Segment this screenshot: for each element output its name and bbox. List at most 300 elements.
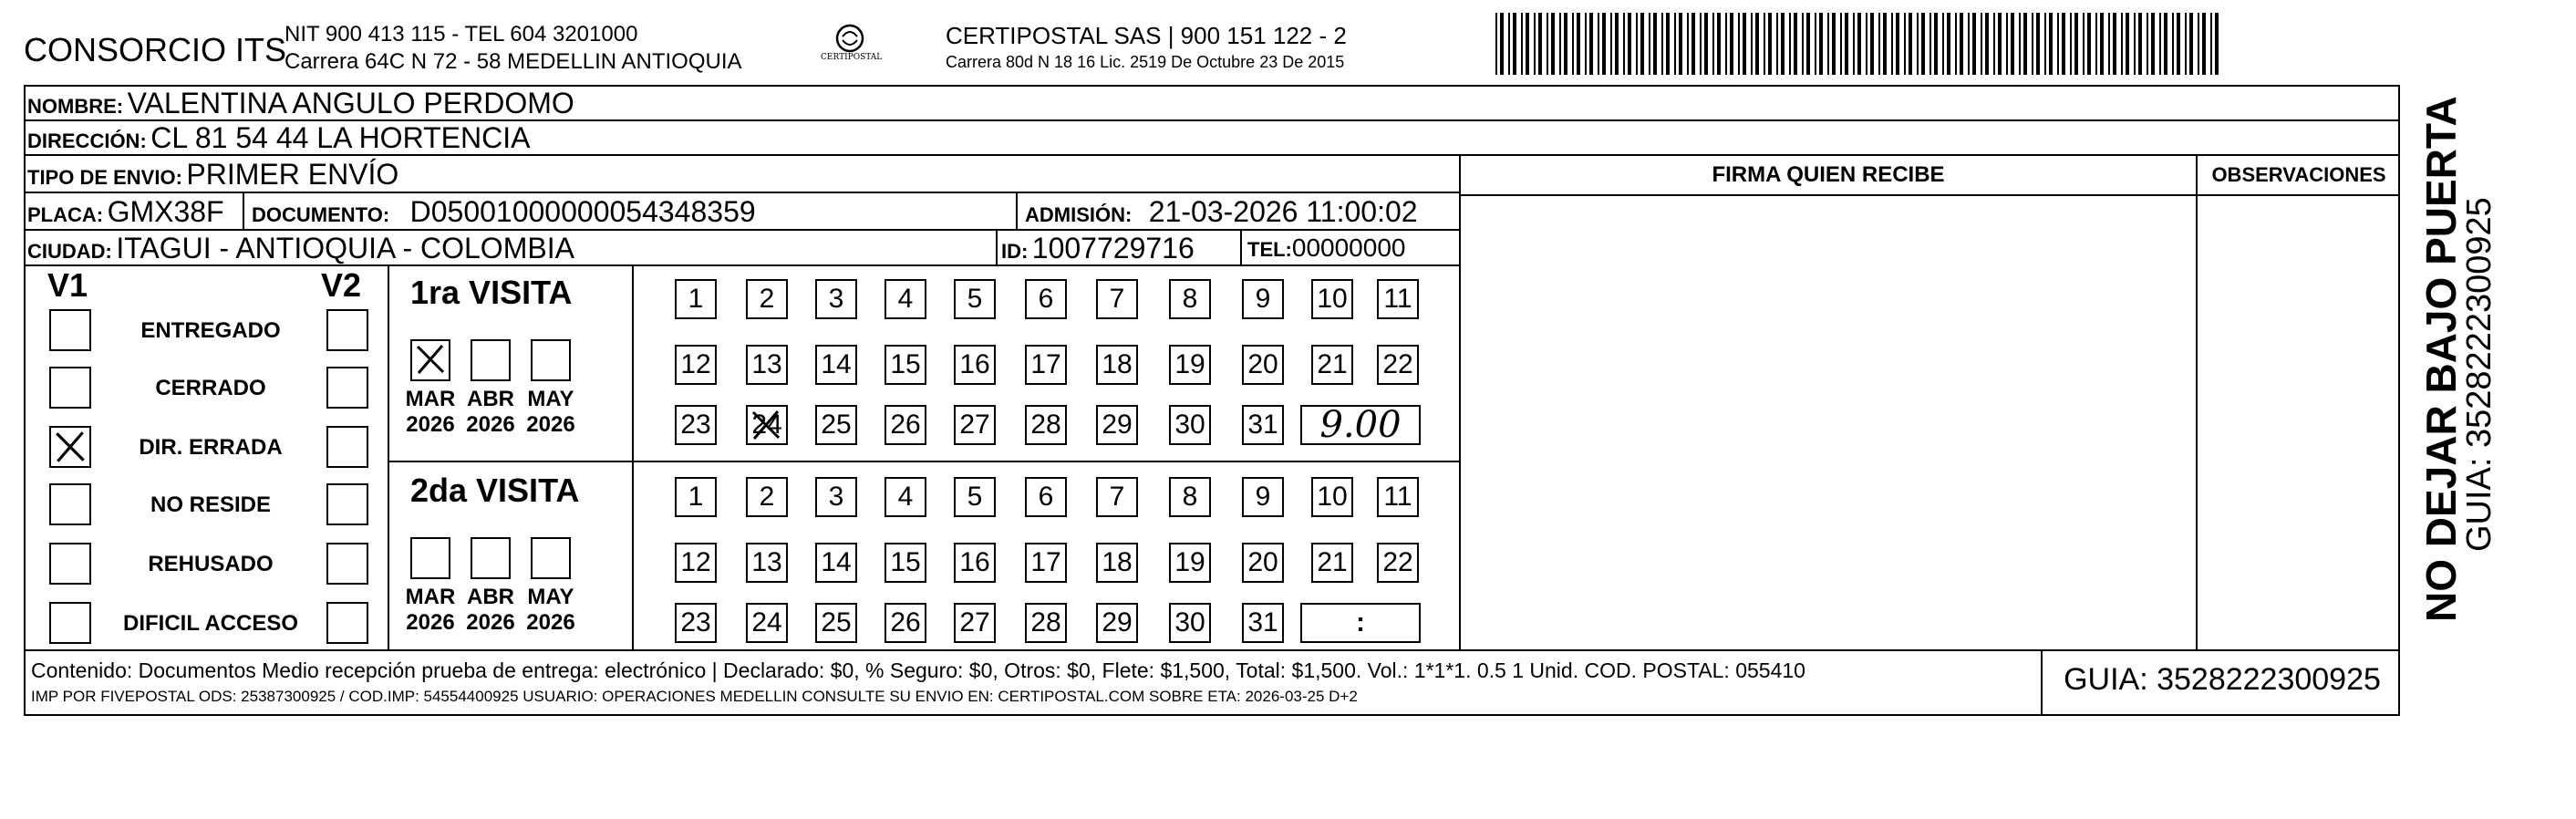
barcode-bar	[1968, 13, 1970, 75]
day-number: 17	[1030, 349, 1061, 379]
barcode-bar	[2074, 13, 2078, 75]
day-box[interactable]	[675, 477, 717, 517]
placa-value: GMX38F	[107, 195, 224, 228]
barcode-bar	[1883, 13, 1887, 75]
day-box[interactable]	[1377, 477, 1419, 517]
day-box[interactable]	[954, 279, 996, 319]
ciudad-value: ITAGUI - ANTIOQUIA - COLOMBIA	[116, 232, 574, 264]
status-v2-checkbox[interactable]	[326, 426, 368, 468]
firma-header: FIRMA QUIEN RECIBE	[1712, 162, 1945, 187]
status-v2-checkbox[interactable]	[326, 602, 368, 644]
month-year: 2026	[406, 610, 455, 635]
day-box[interactable]	[885, 603, 926, 643]
day-box[interactable]	[954, 603, 996, 643]
barcode-bar	[2057, 13, 2059, 75]
month-name: ABR	[467, 585, 514, 609]
status-v2-checkbox[interactable]	[326, 309, 368, 351]
day-box[interactable]	[885, 477, 926, 517]
status-v1-checkbox[interactable]	[49, 309, 91, 351]
company-address: Carrera 64C N 72 - 58 MEDELLIN ANTIOQUIA	[284, 49, 742, 74]
month-checkbox[interactable]	[531, 537, 571, 579]
barcode-bar	[1653, 13, 1657, 75]
day-number: 29	[1102, 410, 1133, 440]
day-box[interactable]	[1169, 477, 1211, 517]
barcode-bar	[1572, 13, 1574, 75]
status-v2-checkbox[interactable]	[326, 543, 368, 585]
day-box[interactable]	[746, 345, 788, 385]
status-v1-checkbox[interactable]	[49, 483, 91, 525]
barcode-bar	[1891, 13, 1893, 75]
barcode-bar	[2151, 13, 2155, 75]
documento-cell	[252, 194, 756, 235]
day-number: 24	[751, 607, 782, 638]
barcode-bar	[2032, 13, 2033, 75]
barcode-bar	[1947, 13, 1950, 75]
day-box[interactable]	[1311, 543, 1353, 583]
barcode-bar	[2049, 13, 2053, 75]
direccion-row	[27, 121, 530, 161]
barcode-bar	[1712, 13, 1714, 75]
day-box[interactable]	[1242, 279, 1284, 319]
logo-text: CERTIPOSTAL	[821, 53, 883, 62]
barcode-bar	[1942, 13, 1944, 75]
visit-time-box[interactable]	[1300, 405, 1421, 445]
certipostal-logo	[821, 20, 883, 71]
barcode-bar	[2036, 13, 2040, 75]
day-number: 2	[759, 284, 775, 314]
id-cell	[1001, 231, 1195, 272]
status-v1-checkbox[interactable]	[49, 602, 91, 644]
barcode-bar	[1921, 13, 1925, 75]
barcode-bar	[1602, 13, 1606, 75]
day-box[interactable]	[1096, 603, 1138, 643]
barcode-bar	[1815, 13, 1816, 75]
day-number: 4	[897, 284, 914, 314]
day-number: 1	[688, 284, 704, 314]
barcode-bar	[2202, 13, 2206, 75]
barcode-bar	[2113, 13, 2116, 75]
month-year: 2026	[526, 610, 575, 635]
day-box[interactable]	[1242, 405, 1284, 445]
day-box[interactable]	[1242, 477, 1284, 517]
month-year: 2026	[466, 610, 515, 635]
month-name: ABR	[467, 387, 514, 411]
day-number: 4	[897, 482, 914, 512]
day-box[interactable]	[1025, 477, 1067, 517]
day-number: 10	[1317, 482, 1348, 512]
day-number: 13	[751, 349, 782, 379]
month-name: MAR	[405, 387, 456, 411]
barcode-bar	[1985, 13, 1989, 75]
barcode-bar	[1981, 13, 1982, 75]
barcode-bar	[1802, 13, 1804, 75]
day-box[interactable]	[1025, 345, 1067, 385]
barcode-bar	[1674, 13, 1676, 75]
day-box[interactable]	[1242, 543, 1284, 583]
day-box[interactable]	[746, 603, 788, 643]
barcode-bar	[1704, 13, 1708, 75]
day-box[interactable]	[1242, 345, 1284, 385]
day-number: 19	[1174, 547, 1205, 577]
day-number: 30	[1174, 410, 1205, 440]
barcode-bar	[1909, 13, 1912, 75]
day-number: 28	[1030, 607, 1061, 638]
barcode-bar	[1585, 13, 1587, 75]
status-v1-checkbox[interactable]	[49, 426, 91, 468]
day-box[interactable]	[954, 543, 996, 583]
barcode-bar	[2108, 13, 2110, 75]
barcode-bar	[1661, 13, 1663, 75]
day-number: 1	[688, 482, 704, 512]
day-number: 23	[680, 410, 711, 440]
barcode-bar	[1866, 13, 1867, 75]
day-box[interactable]	[1096, 345, 1138, 385]
admision-cell	[1025, 194, 1418, 235]
day-box[interactable]	[1025, 279, 1067, 319]
day-box[interactable]	[746, 477, 788, 517]
day-box[interactable]	[1377, 345, 1419, 385]
barcode-bar	[2164, 13, 2167, 75]
day-box[interactable]	[1169, 279, 1211, 319]
nombre-label: NOMBRE:	[27, 95, 124, 118]
barcode-bar	[1636, 13, 1638, 75]
imp-text: IMP POR FIVEPOSTAL ODS: 25387300925 / COD.IMP: 54554400925 USUARIO: OPERACIONES MEDELLIN CONSULTE SU ENVIO EN: CERTIPOSTAL.COM SOBRE ETA: 2026-03-25 D+2	[31, 688, 1358, 705]
side-guia: GUIA: 3528222300925	[2460, 197, 2498, 552]
month-checkbox[interactable]	[410, 537, 450, 579]
day-box[interactable]	[815, 279, 857, 319]
status-v2-checkbox[interactable]	[326, 483, 368, 525]
barcode-bar	[2070, 13, 2072, 75]
day-number: 19	[1174, 349, 1205, 379]
visit-title: 1ra VISITA	[410, 274, 573, 311]
day-box[interactable]	[885, 543, 926, 583]
day-box[interactable]	[1169, 543, 1211, 583]
month-year: 2026	[466, 412, 515, 437]
barcode-bar	[1538, 13, 1542, 75]
barcode-bar	[1640, 13, 1644, 75]
day-box[interactable]	[954, 477, 996, 517]
barcode-bar	[1508, 13, 1510, 75]
day-box[interactable]	[746, 543, 788, 583]
barcode-bar	[1764, 13, 1765, 75]
status-v1-checkbox[interactable]	[49, 543, 91, 585]
barcode-bar	[1832, 13, 1836, 75]
day-number: 6	[1038, 284, 1054, 314]
barcode-bar	[2062, 13, 2065, 75]
day-number: 18	[1102, 547, 1133, 577]
barcode-bar	[1993, 13, 1995, 75]
day-number: 20	[1247, 349, 1278, 379]
day-number: 8	[1182, 284, 1198, 314]
day-number: 5	[967, 284, 983, 314]
day-box[interactable]	[675, 279, 717, 319]
barcode-bar	[1781, 13, 1785, 75]
barcode-bar	[1853, 13, 1855, 75]
barcode-bar	[2172, 13, 2174, 75]
day-box[interactable]	[675, 543, 717, 583]
id-value: 1007729716	[1031, 232, 1195, 264]
month-checkbox[interactable]	[531, 339, 571, 381]
barcode-bar	[2198, 13, 2199, 75]
day-box[interactable]	[815, 543, 857, 583]
barcode-bar	[2189, 13, 2193, 75]
day-number: 3	[828, 482, 844, 512]
month-year: 2026	[406, 412, 455, 437]
day-number: 17	[1030, 547, 1061, 577]
status-v2-checkbox[interactable]	[326, 367, 368, 409]
day-number: 12	[680, 349, 711, 379]
barcode-bar	[2087, 13, 2091, 75]
barcode-bar	[1827, 13, 1829, 75]
month-name: MAY	[527, 387, 574, 411]
barcode-icon	[1495, 13, 2225, 75]
day-number: 15	[890, 349, 921, 379]
tel-label: TEL:	[1247, 238, 1292, 261]
barcode-bar	[1547, 13, 1548, 75]
barcode-bar	[1691, 13, 1695, 75]
barcode-bar	[1598, 13, 1599, 75]
day-box[interactable]	[885, 345, 926, 385]
barcode-bar	[1730, 13, 1733, 75]
day-box[interactable]	[1311, 477, 1353, 517]
barcode-bar	[1806, 13, 1810, 75]
barcode-bar	[2006, 13, 2008, 75]
month-name: MAR	[405, 585, 456, 609]
day-box[interactable]	[1025, 405, 1067, 445]
barcode-bar	[1917, 13, 1919, 75]
barcode-bar	[1794, 13, 1797, 75]
admision-value: 21-03-2026 11:00:02	[1148, 195, 1418, 228]
placa-cell	[27, 194, 224, 235]
barcode-bar	[1687, 13, 1689, 75]
day-number: 20	[1247, 547, 1278, 577]
tipo-value: PRIMER ENVÍO	[186, 158, 399, 191]
barcode-bar	[1751, 13, 1753, 75]
barcode-bar	[1738, 13, 1740, 75]
v2-label: V2	[321, 266, 362, 304]
day-box[interactable]	[1169, 603, 1211, 643]
day-box[interactable]	[746, 279, 788, 319]
barcode-bar	[2011, 13, 2014, 75]
admision-label: ADMISIÓN:	[1025, 203, 1133, 226]
barcode-bar	[1534, 13, 1536, 75]
barcode-bar	[1896, 13, 1899, 75]
day-number: 21	[1317, 547, 1348, 577]
day-box[interactable]	[1025, 603, 1067, 643]
day-box[interactable]	[1169, 345, 1211, 385]
barcode-bar	[2023, 13, 2027, 75]
day-box[interactable]	[1169, 405, 1211, 445]
barcode-bar	[1840, 13, 1842, 75]
day-number: 27	[959, 607, 990, 638]
x-mark-icon	[51, 428, 89, 466]
day-box[interactable]	[885, 279, 926, 319]
month-label	[463, 387, 518, 438]
barcode-bar	[1551, 13, 1555, 75]
status-label: NO RESIDE	[150, 492, 272, 517]
status-v1-checkbox[interactable]	[49, 367, 91, 409]
day-box[interactable]	[954, 345, 996, 385]
ciudad-cell	[27, 231, 574, 272]
tel-cell	[1247, 231, 1405, 270]
company-nit: NIT 900 413 115 - TEL 604 3201000	[284, 22, 638, 47]
barcode-bar	[1955, 13, 1957, 75]
day-box[interactable]	[675, 345, 717, 385]
day-box[interactable]	[885, 405, 926, 445]
barcode-bar	[2083, 13, 2085, 75]
month-checkbox[interactable]	[471, 339, 511, 381]
day-number: 5	[967, 482, 983, 512]
barcode-bar	[1589, 13, 1593, 75]
nombre-row	[27, 87, 574, 126]
day-box[interactable]	[815, 603, 857, 643]
barcode-bar	[1904, 13, 1906, 75]
day-box[interactable]	[675, 405, 717, 445]
nombre-value: VALENTINA ANGULO PERDOMO	[127, 87, 574, 119]
day-number: 30	[1174, 607, 1205, 638]
day-box[interactable]	[1025, 543, 1067, 583]
barcode-bar	[1789, 13, 1791, 75]
day-number: 24	[751, 410, 782, 440]
barcode-bar	[1725, 13, 1727, 75]
day-number: 21	[1317, 349, 1348, 379]
barcode-bar	[2044, 13, 2046, 75]
barcode-bar	[1857, 13, 1861, 75]
courier-license: Carrera 80d N 18 16 Lic. 2519 De Octubre 23 De 2015	[946, 53, 1345, 71]
day-number: 15	[890, 547, 921, 577]
barcode-bar	[1623, 13, 1625, 75]
barcode-bar	[2121, 13, 2123, 75]
day-number: 9	[1255, 482, 1271, 512]
day-number: 27	[959, 410, 990, 440]
barcode-bar	[1615, 13, 1619, 75]
month-year: 2026	[526, 412, 575, 437]
day-box[interactable]	[1311, 279, 1353, 319]
day-number: 10	[1317, 284, 1348, 314]
day-number: 13	[751, 547, 782, 577]
direccion-label: DIRECCIÓN:	[27, 130, 147, 152]
day-number: 7	[1109, 284, 1125, 314]
visit-title: 2da VISITA	[410, 472, 580, 509]
day-number: 3	[828, 284, 844, 314]
day-number: 12	[680, 547, 711, 577]
day-box[interactable]	[815, 405, 857, 445]
day-box[interactable]	[675, 603, 717, 643]
day-box[interactable]	[815, 477, 857, 517]
barcode-bar	[1743, 13, 1746, 75]
contenido-text: Contenido: Documentos Medio recepción prueba de entrega: electrónico | Declarado: $0, % Seguro: $0, Otros: $0, Flete: $1,500, Total: $1,500. Vol.: 1*1*1. 0.5 1 Unid. COD. POSTAL: 055410	[31, 658, 1805, 682]
day-number: 22	[1382, 547, 1413, 577]
day-number: 22	[1382, 349, 1413, 379]
id-label: ID:	[1001, 240, 1029, 263]
status-label: DIFICIL ACCESO	[122, 611, 298, 636]
day-number: 23	[680, 607, 711, 638]
observaciones-header: OBSERVACIONES	[2211, 163, 2386, 186]
day-number: 28	[1030, 410, 1061, 440]
documento-value: D05001000000054348359	[409, 195, 756, 228]
visit-time: :	[1356, 607, 1365, 638]
day-number: 25	[821, 607, 852, 638]
courier-name: CERTIPOSTAL SAS | 900 151 122 - 2	[946, 22, 1347, 49]
barcode-bar	[1717, 13, 1721, 75]
day-box[interactable]	[815, 345, 857, 385]
day-box[interactable]	[1096, 543, 1138, 583]
x-mark-icon	[412, 341, 449, 378]
barcode-bar	[2138, 13, 2142, 75]
barcode-bar	[2159, 13, 2161, 75]
day-number: 9	[1255, 284, 1271, 314]
barcode	[1495, 13, 2225, 75]
day-number: 11	[1383, 284, 1412, 314]
ciudad-label: CIUDAD:	[27, 240, 112, 263]
v1-label: V1	[47, 266, 88, 304]
day-box[interactable]	[746, 405, 788, 445]
barcode-bar	[1513, 13, 1516, 75]
certipostal-logo-icon	[821, 20, 883, 71]
barcode-bar	[2019, 13, 2021, 75]
day-box[interactable]	[1311, 345, 1353, 385]
month-checkbox[interactable]	[410, 339, 450, 381]
barcode-bar	[1649, 13, 1650, 75]
tipo-row	[27, 157, 398, 198]
month-label	[403, 387, 458, 438]
direccion-value: CL 81 54 44 LA HORTENCIA	[150, 121, 531, 154]
status-label: ENTREGADO	[140, 318, 281, 343]
company-name: CONSORCIO ITS	[24, 31, 287, 68]
day-number: 26	[890, 410, 921, 440]
barcode-bar	[2134, 13, 2136, 75]
day-number: 14	[821, 547, 852, 577]
placa-label: PLACA:	[27, 203, 104, 226]
visit-time: 9.00	[1319, 404, 1402, 446]
barcode-bar	[1934, 13, 1938, 75]
barcode-bar	[1870, 13, 1874, 75]
month-name: MAY	[527, 585, 574, 609]
day-box[interactable]	[1242, 603, 1284, 643]
barcode-bar	[1495, 13, 1497, 75]
barcode-bar	[1577, 13, 1580, 75]
day-number: 7	[1109, 482, 1125, 512]
day-box[interactable]	[1096, 405, 1138, 445]
barcode-bar	[1628, 13, 1631, 75]
status-label: CERRADO	[155, 376, 266, 400]
day-box[interactable]	[954, 405, 996, 445]
barcode-bar	[1768, 13, 1772, 75]
barcode-bar	[1679, 13, 1682, 75]
day-box[interactable]	[1096, 477, 1138, 517]
month-label	[523, 387, 578, 438]
barcode-bar	[2185, 13, 2187, 75]
day-number: 8	[1182, 482, 1198, 512]
month-label	[403, 585, 458, 636]
barcode-bar	[2100, 13, 2104, 75]
tel-value: 00000000	[1291, 233, 1406, 262]
month-checkbox[interactable]	[471, 537, 511, 579]
barcode-bar	[1500, 13, 1504, 75]
day-box[interactable]	[1096, 279, 1138, 319]
barcode-bar	[1819, 13, 1823, 75]
day-box[interactable]	[1377, 543, 1419, 583]
barcode-bar	[1526, 13, 1529, 75]
day-box[interactable]	[1377, 279, 1419, 319]
barcode-bar	[1610, 13, 1612, 75]
day-number: 18	[1102, 349, 1133, 379]
barcode-bar	[1776, 13, 1778, 75]
barcode-bar	[1700, 13, 1702, 75]
barcode-bar	[1521, 13, 1523, 75]
day-number: 16	[959, 547, 990, 577]
visit-time-box[interactable]	[1300, 603, 1421, 643]
